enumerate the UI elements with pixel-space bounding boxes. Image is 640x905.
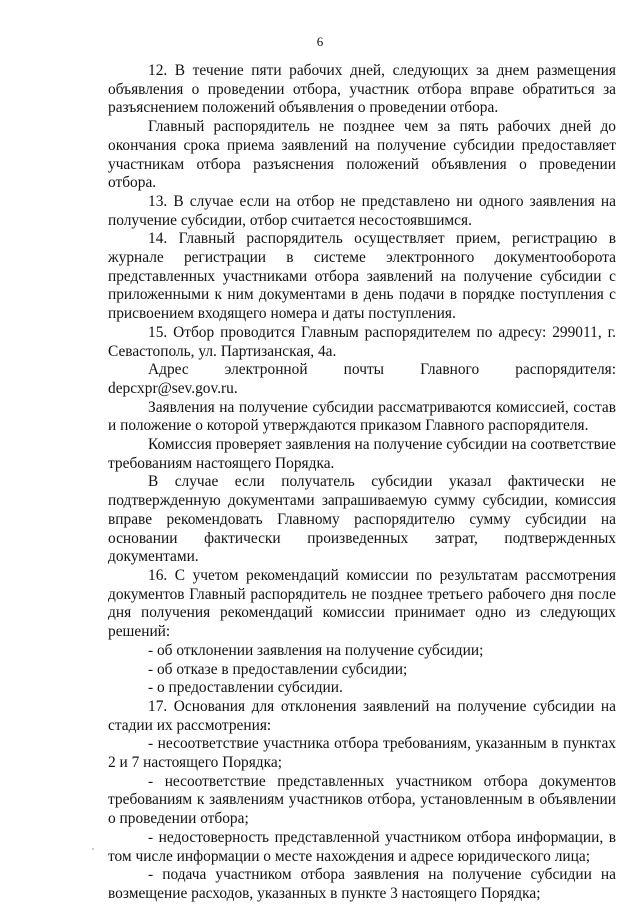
- list-item-rejection: - об отклонении заявления на получение субсидии;: [148, 641, 484, 659]
- paragraph-commission: Заявления на получение субсидии рассматриваются комиссией, состав и положение о которой утверждаются приказом Главного распорядителя.: [108, 398, 616, 435]
- paragraph-recommendation: В случае если получатель субсидии указал фактически не подтвержденную документами запрашиваемую сумму субсидии, комиссия вправе рекомендовать Главному распорядителю сумму субсидии на основании фактически произведенных затрат, подтвержденных документами.: [108, 473, 616, 566]
- list-item-noncompliance-documents: - несоответствие представленных участником отбора документов требованиям к заявлениям участников отбора, установленным в объявлении о проведении отбора;: [108, 772, 616, 828]
- list-item-unreliable-info: - недостоверность представленной участником отбора информации, в том числе информации о месте нахождения и адресе юридического лица;: [108, 828, 616, 865]
- paragraph-17: 17. Основания для отклонения заявлений на получение субсидии на стадии их рассмотрения:: [108, 697, 616, 734]
- paragraph-12-continued: Главный распорядитель не позднее чем за пять рабочих дней до окончания срока приема заявлений на получение субсидии предоставляет участникам отбора разъяснения положений объявления о проведении отбора.: [108, 118, 616, 192]
- page-number: 6: [316, 34, 324, 49]
- list-item-refusal: - об отказе в предоставлении субсидии;: [148, 660, 408, 678]
- paragraph-16: 16. С учетом рекомендаций комиссии по результатам рассмотрения документов Главный распорядитель не позднее третьего рабочего дня после дня получения рекомендаций комиссии принимает одно из следующих решений:: [108, 566, 616, 641]
- paragraph-12: 12. В течение пяти рабочих дней, следующих за днем размещения объявления о проведении отбора, участник отбора вправе обратиться за разъяснением положений объявления о проведении отбора.: [108, 62, 616, 117]
- list-item-provision: - о предоставлении субсидии.: [148, 679, 343, 697]
- list-item-noncompliance-participant: - несоответствие участника отбора требованиям, указанным в пунктах 2 и 7 настоящего Порядка;: [108, 735, 616, 772]
- scan-speck: [92, 848, 94, 850]
- paragraph-15: 15. Отбор проводится Главным распорядителем по адресу: 299011, г. Севастополь, ул. Партизанская, 4а.: [108, 323, 616, 360]
- document-body: [108, 62, 616, 904]
- list-item-expenses: - подача участником отбора заявления на получение субсидии на возмещение расходов, указанных в пункте 3 настоящего Порядка;: [108, 866, 616, 902]
- paragraph-13: 13. В случае если на отбор не представлено ни одного заявления на получение субсидии, отбор считается несостоявшимся.: [108, 192, 616, 229]
- paragraph-email: Адрес электронной почты Главного распорядителя: depcxpr@sev.gov.ru.: [108, 361, 616, 397]
- paragraph-14: 14. Главный распорядитель осуществляет прием, регистрацию в журнале регистрации в системе электронного документооборота представленных участниками отбора заявлений на получение субсидии с приложенными к ним документами в день подачи в порядке поступления с присвоением входящего номера и даты поступления.: [108, 230, 616, 323]
- paragraph-commission-check: Комиссия проверяет заявления на получение субсидии на соответствие требованиям настоящего Порядка.: [108, 436, 616, 472]
